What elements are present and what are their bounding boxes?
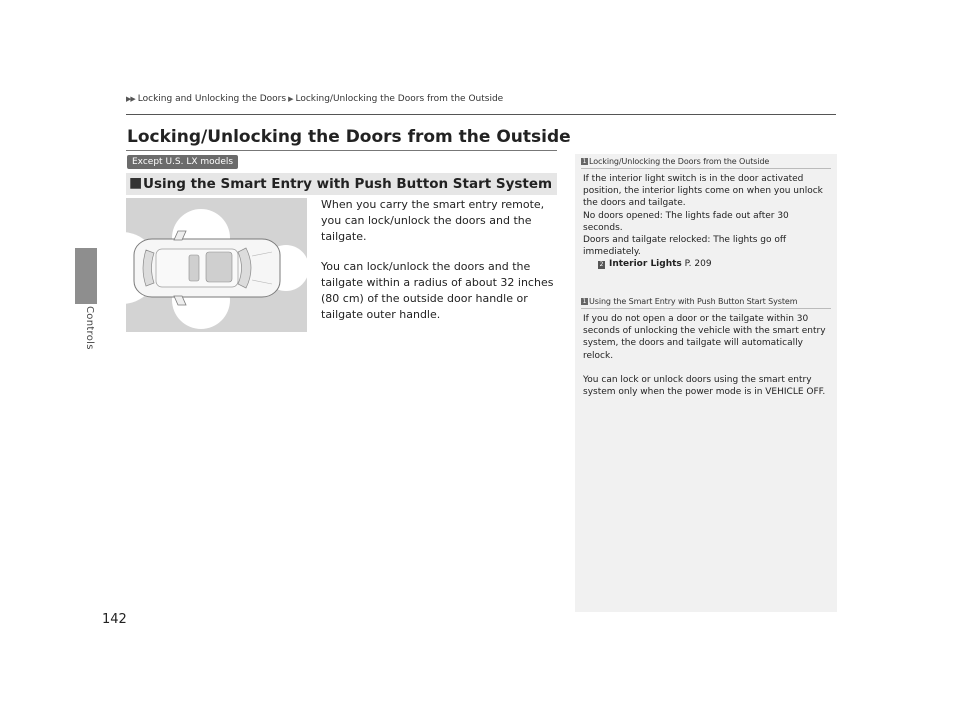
note-smart-entry: [575, 294, 837, 398]
note-paragraph: You can lock or unlock doors using the smart entry system only when the power mode is in VEHICLE OFF.: [583, 374, 826, 398]
note-line: If the interior light switch is in the door activated position, the interior lights come on when you unlock the doors and tailgate.: [583, 174, 823, 209]
cross-reference-icon: 2: [599, 261, 604, 269]
breadcrumb-item-doors[interactable]: Locking and Unlocking the Doors: [137, 94, 287, 104]
note-divider: [581, 168, 831, 169]
breadcrumb-item-outside[interactable]: Locking/Unlocking the Doors from the Outside: [295, 94, 504, 104]
header-divider: [126, 114, 836, 115]
chapter-tab: [75, 248, 97, 304]
cross-reference-link[interactable]: [583, 258, 831, 270]
page-number: 142: [102, 612, 127, 627]
note-line: Doors and tailgate relocked: The lights go off immediately.: [583, 235, 787, 258]
vehicle-top-view-illustration: [126, 198, 307, 332]
square-bullet-icon: ■: [129, 175, 143, 191]
breadcrumb: [126, 94, 503, 104]
triangle-right-icon: ▶: [288, 95, 294, 103]
double-triangle-right-icon: ▶▶: [126, 95, 135, 103]
chapter-label: Controls: [84, 306, 95, 350]
model-badge: Except U.S. LX models: [127, 155, 238, 169]
note-body: [575, 313, 837, 398]
section-heading: [126, 173, 557, 195]
paragraph-spacer: [583, 362, 831, 374]
page-title: Locking/Unlocking the Doors from the Outside: [127, 127, 571, 147]
note-line: No doors opened: The lights fade out after 30 seconds.: [583, 210, 789, 233]
note-title: [575, 154, 837, 166]
note-paragraph: If you do not open a door or the tailgate within 30 seconds of unlocking the vehicle with the smart entry system, the doors and tailgate will automatically relock.: [583, 314, 826, 361]
notes-sidebar: [575, 154, 837, 612]
xref-page: P. 209: [684, 259, 712, 270]
section-title: Using the Smart Entry with Push Button Start System: [143, 176, 553, 192]
section-body: [321, 197, 561, 323]
smart-entry-range-diagram: [126, 198, 307, 332]
note-number-icon: 1: [582, 298, 587, 305]
note-body: [575, 173, 837, 271]
note-title-text: Locking/Unlocking the Doors from the Outside: [589, 157, 770, 166]
front-sunroof: [206, 252, 232, 282]
body-paragraph: You can lock/unlock the doors and the tailgate within a radius of about 32 inches (80 cm) of the outside door handle or tailgate outer handle.: [321, 260, 554, 321]
rear-sunroof: [189, 255, 199, 281]
note-divider: [581, 308, 831, 309]
title-divider: [126, 150, 557, 151]
xref-label: Interior Lights: [609, 259, 682, 270]
note-interior-lights: [575, 154, 837, 271]
note-number-icon: 1: [582, 158, 587, 165]
note-title-text: Using the Smart Entry with Push Button Start System: [589, 297, 798, 306]
note-title: [575, 294, 837, 306]
body-paragraph: When you carry the smart entry remote, you can lock/unlock the doors and the tailgate.: [321, 198, 545, 243]
